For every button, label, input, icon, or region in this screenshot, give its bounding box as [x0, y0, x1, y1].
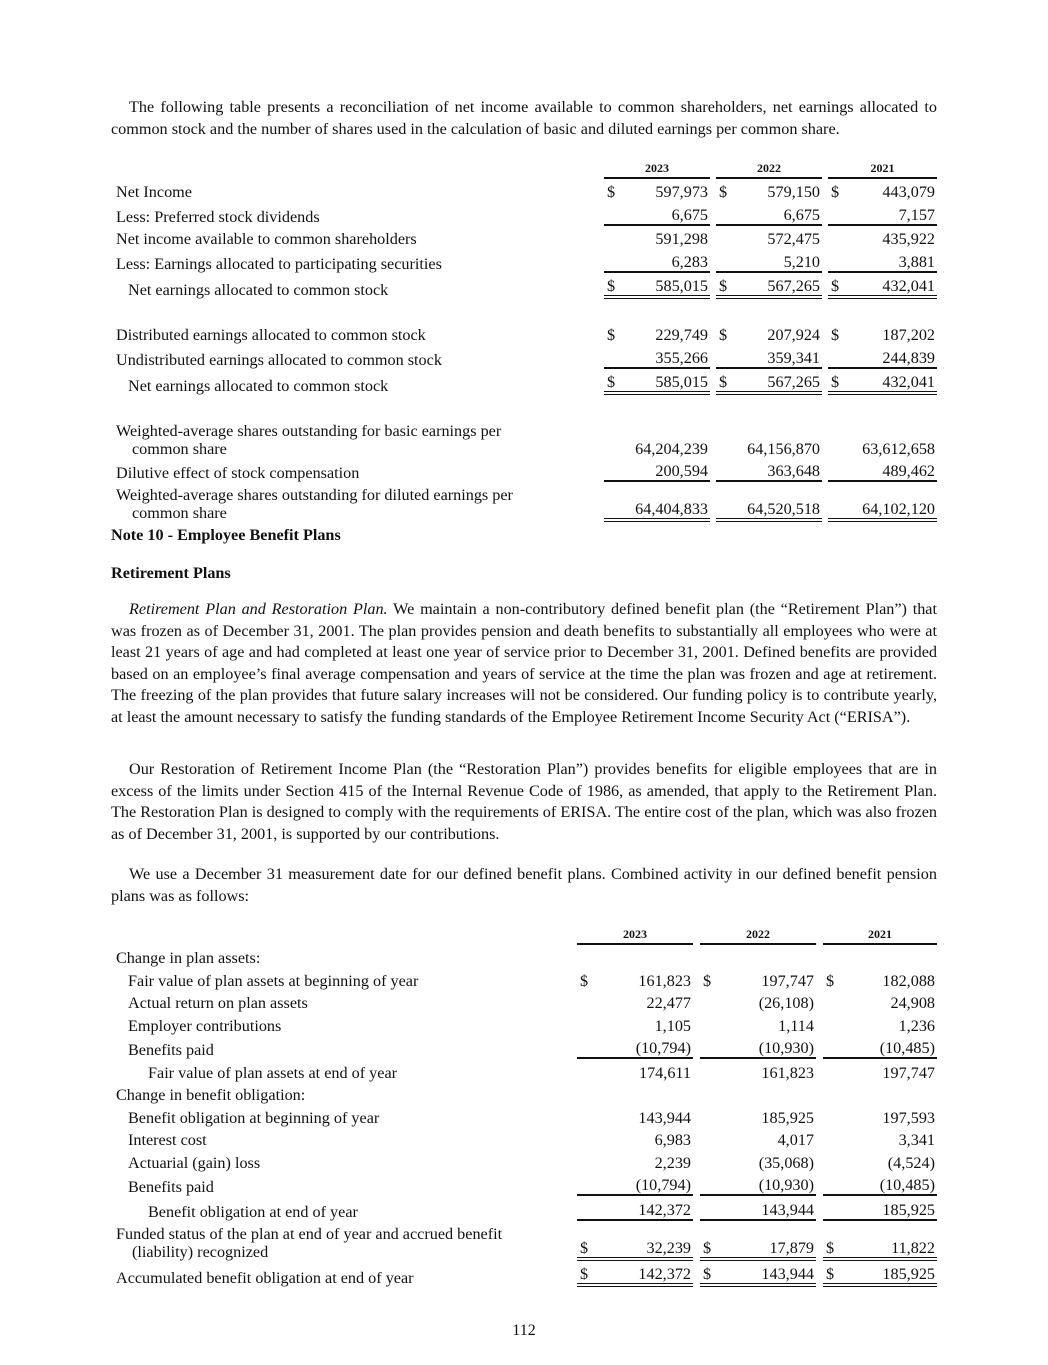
cell-value: 585,015 [624, 369, 710, 396]
retirement-plan-paragraph: Retirement Plan and Restoration Plan. We maintain a non-contributory defined benefit plan (the “Retirement Plan”) that was frozen as of December 31, 2001. The plan provides pension and death benefits to substantially all employees who were at least 21 years of age and had completed at least one year of service prior to December 31, 2001. Defined benefits are provided based on an employee’s final average compensation and years of service at the time the plan was frozen and age at retirement. The freezing of the plan provides that future salary increases will not be considered. Our funding policy is to contribute yearly, at least the amount necessary to satisfy the funding standards of the Employee Retirement Income Security Act (“ERISA”). [111, 600, 937, 726]
currency-symbol: $ [719, 326, 728, 344]
row-label: Benefits paid [128, 1041, 214, 1059]
table-row [111, 201, 937, 226]
cell-value: 6,983 [654, 1131, 691, 1149]
currency-symbol: $ [700, 1261, 722, 1288]
cell-value: 572,475 [767, 230, 820, 248]
table-row [111, 458, 937, 483]
column-header-2021: 2021 [828, 154, 937, 179]
cell-value: (4,524) [887, 1153, 935, 1172]
cell-value: (26,108) [758, 994, 814, 1012]
cell-value: 229,749 [655, 326, 708, 344]
cell-value: (10,794) [599, 1035, 693, 1060]
currency-symbol: $ [831, 183, 840, 201]
column-header-2022: 2022 [716, 154, 822, 179]
cell-value: 579,150 [767, 183, 820, 201]
currency-symbol: $ [607, 326, 616, 344]
cell-value: 7,157 [848, 201, 937, 226]
cell-value: 200,594 [624, 458, 710, 483]
row-label: Net income available to common shareholders [116, 230, 417, 248]
paragraph-lead-italic: Retirement Plan and Restoration Plan. [129, 600, 388, 618]
cell-value: 1,114 [778, 1016, 814, 1035]
cell-value: 6,675 [736, 201, 822, 226]
row-label: Fair value of plan assets at beginning of year [128, 971, 419, 990]
row-label: Actual return on plan assets [128, 994, 308, 1012]
cell-value: (10,485) [845, 1172, 937, 1197]
cell-value: (35,068) [758, 1153, 814, 1172]
cell-value: 567,265 [736, 369, 822, 396]
page-number: 112 [512, 1322, 536, 1339]
row-label: Fair value of plan assets at end of year [148, 1063, 398, 1082]
cell-value: 435,922 [882, 230, 935, 248]
pension-activity-table [111, 920, 937, 1287]
cell-value: 359,341 [736, 344, 822, 369]
row-label: Benefit obligation at end of year [148, 1202, 358, 1221]
row-label: Weighted-average shares outstanding for basic earnings per common share [116, 421, 502, 458]
currency-symbol: $ [604, 369, 624, 396]
currency-symbol: $ [716, 369, 736, 396]
table-row [111, 1127, 937, 1150]
row-label: Net earnings allocated to common stock [128, 377, 389, 395]
cell-value: 161,823 [761, 1063, 814, 1082]
table-row [111, 1012, 937, 1035]
cell-value: 185,925 [845, 1261, 937, 1288]
cell-value: 32,239 [599, 1221, 693, 1261]
table-row-total [111, 273, 937, 300]
cell-value: 64,520,518 [736, 482, 822, 522]
cell-value: 64,156,870 [747, 439, 820, 458]
section-subheading: Retirement Plans [111, 564, 231, 582]
cell-value: 443,079 [882, 183, 935, 201]
cell-value: 161,823 [638, 971, 691, 990]
cell-value: 64,102,120 [848, 482, 937, 522]
table-row [111, 248, 937, 273]
column-header-2022: 2022 [700, 920, 816, 945]
cell-value: 185,925 [845, 1196, 937, 1221]
cell-value: 174,611 [638, 1063, 691, 1082]
table-row-subtotal [111, 1196, 937, 1221]
note-heading: Note 10 - Employee Benefit Plans [111, 526, 341, 544]
currency-symbol: $ [823, 1221, 845, 1261]
cell-value: 143,944 [638, 1108, 691, 1127]
column-header-2023: 2023 [577, 920, 693, 945]
cell-value: 182,088 [882, 971, 935, 990]
cell-value: 197,747 [882, 1063, 935, 1082]
row-label: Actuarial (gain) loss [128, 1153, 261, 1172]
cell-value: 4,017 [777, 1131, 814, 1149]
row-label: Dilutive effect of stock compensation [116, 464, 360, 482]
cell-value: 187,202 [882, 326, 935, 344]
cell-value: (10,930) [722, 1035, 816, 1060]
cell-value: 207,924 [767, 326, 820, 344]
cell-value: 142,372 [599, 1196, 693, 1221]
table-row [111, 226, 937, 249]
row-label: Net earnings allocated to common stock [128, 281, 389, 299]
table-row [111, 990, 937, 1013]
cell-value: 64,204,239 [635, 439, 708, 458]
row-label: Less: Preferred stock dividends [116, 207, 320, 226]
cell-value: 64,404,833 [624, 482, 710, 522]
currency-symbol: $ [604, 273, 624, 300]
cell-value: 2,239 [654, 1153, 691, 1172]
measurement-date-paragraph: We use a December 31 measurement date for our defined benefit plans. Combined activity in our defined benefit pension plans was as follows: [111, 865, 937, 905]
section-label-row [111, 1082, 937, 1105]
cell-value: 22,477 [646, 994, 691, 1012]
cell-value: (10,794) [599, 1172, 693, 1197]
cell-value: (10,930) [722, 1172, 816, 1197]
row-label: Less: Earnings allocated to participating securities [116, 254, 442, 273]
currency-symbol: $ [577, 1221, 599, 1261]
row-label: Funded status of the plan at end of year and accrued benefit (liability) recognized [116, 1224, 503, 1261]
row-label: Net Income [116, 183, 192, 201]
cell-value: 355,266 [624, 344, 710, 369]
table-row-total [111, 369, 937, 396]
row-label: Interest cost [128, 1131, 207, 1149]
eps-reconciliation-table [111, 154, 937, 522]
cell-value: 11,822 [845, 1221, 937, 1261]
currency-symbol: $ [828, 273, 848, 300]
table-header-row [111, 920, 937, 945]
row-label: Distributed earnings allocated to common stock [116, 326, 426, 344]
cell-value: 17,879 [722, 1221, 816, 1261]
restoration-plan-paragraph: Our Restoration of Retirement Income Plan (the “Restoration Plan”) provides benefits for eligible employees that are in excess of the limits under Section 415 of the Internal Revenue Code of 1986, as amended, that apply to the Retirement Plan. The Restoration Plan is designed to comply with the requirements of ERISA. The entire cost of the plan, which was also frozen as of December 31, 2001, is supported by our contributions. [111, 760, 937, 843]
currency-symbol: $ [828, 369, 848, 396]
cell-value: 143,944 [722, 1261, 816, 1288]
row-label: Benefit obligation at beginning of year [128, 1108, 380, 1127]
table-row [111, 1035, 937, 1060]
currency-symbol: $ [703, 971, 712, 990]
table-row [111, 1172, 937, 1197]
cell-value: 185,925 [761, 1108, 814, 1127]
cell-value: (10,485) [845, 1035, 937, 1060]
currency-symbol: $ [719, 183, 728, 201]
cell-value: 1,105 [654, 1016, 691, 1035]
currency-symbol: $ [607, 183, 616, 201]
cell-value: 142,372 [599, 1261, 693, 1288]
cell-value: 5,210 [736, 248, 822, 273]
currency-symbol: $ [831, 326, 840, 344]
cell-value: 1,236 [898, 1016, 935, 1035]
row-label: Change in benefit obligation: [116, 1086, 306, 1104]
column-header-2021: 2021 [823, 920, 937, 945]
table-row-total [111, 482, 937, 522]
cell-value: 432,041 [848, 273, 937, 300]
cell-value: 197,593 [882, 1108, 935, 1127]
table-row-total [111, 1261, 937, 1288]
currency-symbol: $ [716, 273, 736, 300]
table-row [111, 967, 937, 990]
intro-paragraph: The following table presents a reconciliation of net income available to common shareholders, net earnings allocated to common stock and the number of shares used in the calculation of basic and diluted earnings per common share. [111, 98, 937, 138]
currency-symbol: $ [580, 971, 589, 990]
cell-value: 363,648 [736, 458, 822, 483]
cell-value: 6,675 [624, 201, 710, 226]
row-label: Weighted-average shares outstanding for diluted earnings per common share [116, 486, 513, 522]
cell-value: 3,881 [848, 248, 937, 273]
cell-value: 6,283 [624, 248, 710, 273]
row-label: Accumulated benefit obligation at end of year [116, 1269, 414, 1287]
table-row [111, 179, 937, 202]
row-label: Employer contributions [128, 1016, 282, 1035]
row-label: Benefits paid [128, 1178, 214, 1196]
table-row [111, 1104, 937, 1127]
column-header-2023: 2023 [604, 154, 710, 179]
table-row [111, 322, 937, 345]
table-row [111, 418, 937, 458]
currency-symbol: $ [823, 1261, 845, 1288]
cell-value: 3,341 [898, 1131, 935, 1149]
cell-value: 432,041 [848, 369, 937, 396]
cell-value: 244,839 [848, 344, 937, 369]
cell-value: 489,462 [848, 458, 937, 483]
section-label-row [111, 945, 937, 968]
table-row [111, 344, 937, 369]
cell-value: 24,908 [890, 994, 935, 1012]
row-label: Change in plan assets: [116, 949, 261, 967]
table-row-subtotal [111, 1059, 937, 1082]
table-header-row [111, 154, 937, 179]
currency-symbol: $ [577, 1261, 599, 1288]
cell-value: 585,015 [624, 273, 710, 300]
cell-value: 63,612,658 [862, 439, 935, 458]
cell-value: 597,973 [655, 183, 708, 201]
table-row [111, 1149, 937, 1172]
cell-value: 143,944 [722, 1196, 816, 1221]
currency-symbol: $ [826, 971, 835, 990]
table-row [111, 1221, 937, 1261]
cell-value: 567,265 [736, 273, 822, 300]
currency-symbol: $ [700, 1221, 722, 1261]
cell-value: 197,747 [761, 971, 814, 990]
row-label: Undistributed earnings allocated to common stock [116, 350, 442, 369]
cell-value: 591,298 [655, 230, 708, 248]
